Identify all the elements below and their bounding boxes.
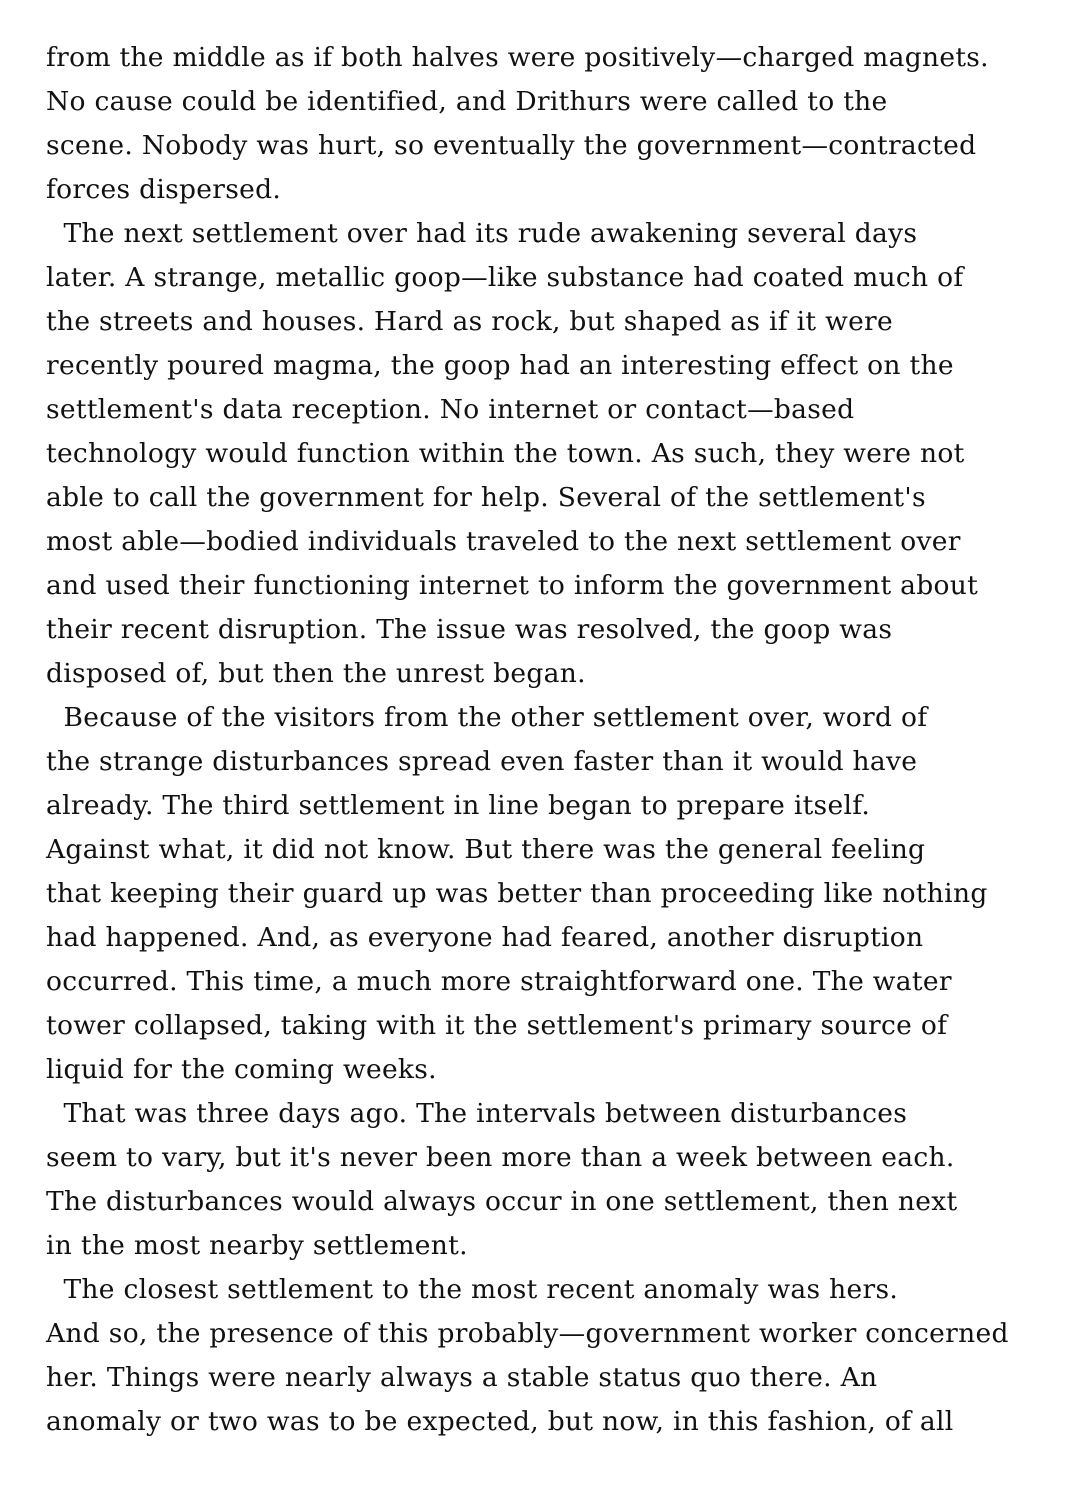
text-line: The closest settlement to the most recent anomaly was hers.	[46, 1274, 899, 1305]
text-line: technology would function within the town. As such, they were not	[46, 438, 965, 469]
text-line: anomaly or two was to be expected, but now, in this fashion, of all	[46, 1406, 954, 1437]
text-line: And so, the presence of this probably—government worker concerned	[46, 1318, 1009, 1349]
text-line: The disturbances would always occur in one settlement, then next	[46, 1186, 958, 1217]
text-line: the streets and houses. Hard as rock, but shaped as if it were	[46, 306, 893, 337]
text-line: her. Things were nearly always a stable status quo there. An	[46, 1362, 878, 1393]
text-line: most able—bodied individuals traveled to the next settlement over	[46, 526, 961, 557]
text-line: their recent disruption. The issue was resolved, the goop was	[46, 614, 893, 645]
text-line: occurred. This time, a much more straightforward one. The water	[46, 966, 952, 997]
text-line: tower collapsed, taking with it the settlement's primary source of	[46, 1010, 948, 1041]
text-line: forces dispersed.	[46, 174, 282, 205]
text-line: scene. Nobody was hurt, so eventually the government—contracted	[46, 130, 977, 161]
text-line: recently poured magma, the goop had an interesting effect on the	[46, 350, 954, 381]
text-line: later. A strange, metallic goop—like substance had coated much of	[46, 262, 964, 293]
body-text	[46, 36, 1046, 1444]
text-line: from the middle as if both halves were positively—charged magnets.	[46, 42, 989, 73]
text-line: disposed of, but then the unrest began.	[46, 658, 586, 689]
text-line: Because of the visitors from the other settlement over, word of	[46, 702, 928, 733]
text-line: the strange disturbances spread even faster than it would have	[46, 746, 918, 777]
text-line: liquid for the coming weeks.	[46, 1054, 437, 1085]
text-line: had happened. And, as everyone had feared, another disruption	[46, 922, 924, 953]
text-line: The next settlement over had its rude awakening several days	[46, 218, 918, 249]
text-line: in the most nearby settlement.	[46, 1230, 468, 1261]
text-line: already. The third settlement in line began to prepare itself.	[46, 790, 871, 821]
text-line: able to call the government for help. Several of the settlement's	[46, 482, 926, 513]
text-line: That was three days ago. The intervals between disturbances	[46, 1098, 908, 1129]
text-line: and used their functioning internet to inform the government about	[46, 570, 979, 601]
text-line: that keeping their guard up was better than proceeding like nothing	[46, 878, 988, 909]
text-line: No cause could be identified, and Drithurs were called to the	[46, 86, 888, 117]
text-line: Against what, it did not know. But there was the general feeling	[46, 834, 926, 865]
text-line: settlement's data reception. No internet or contact—based	[46, 394, 855, 425]
text-line: seem to vary, but it's never been more than a week between each.	[46, 1142, 955, 1173]
